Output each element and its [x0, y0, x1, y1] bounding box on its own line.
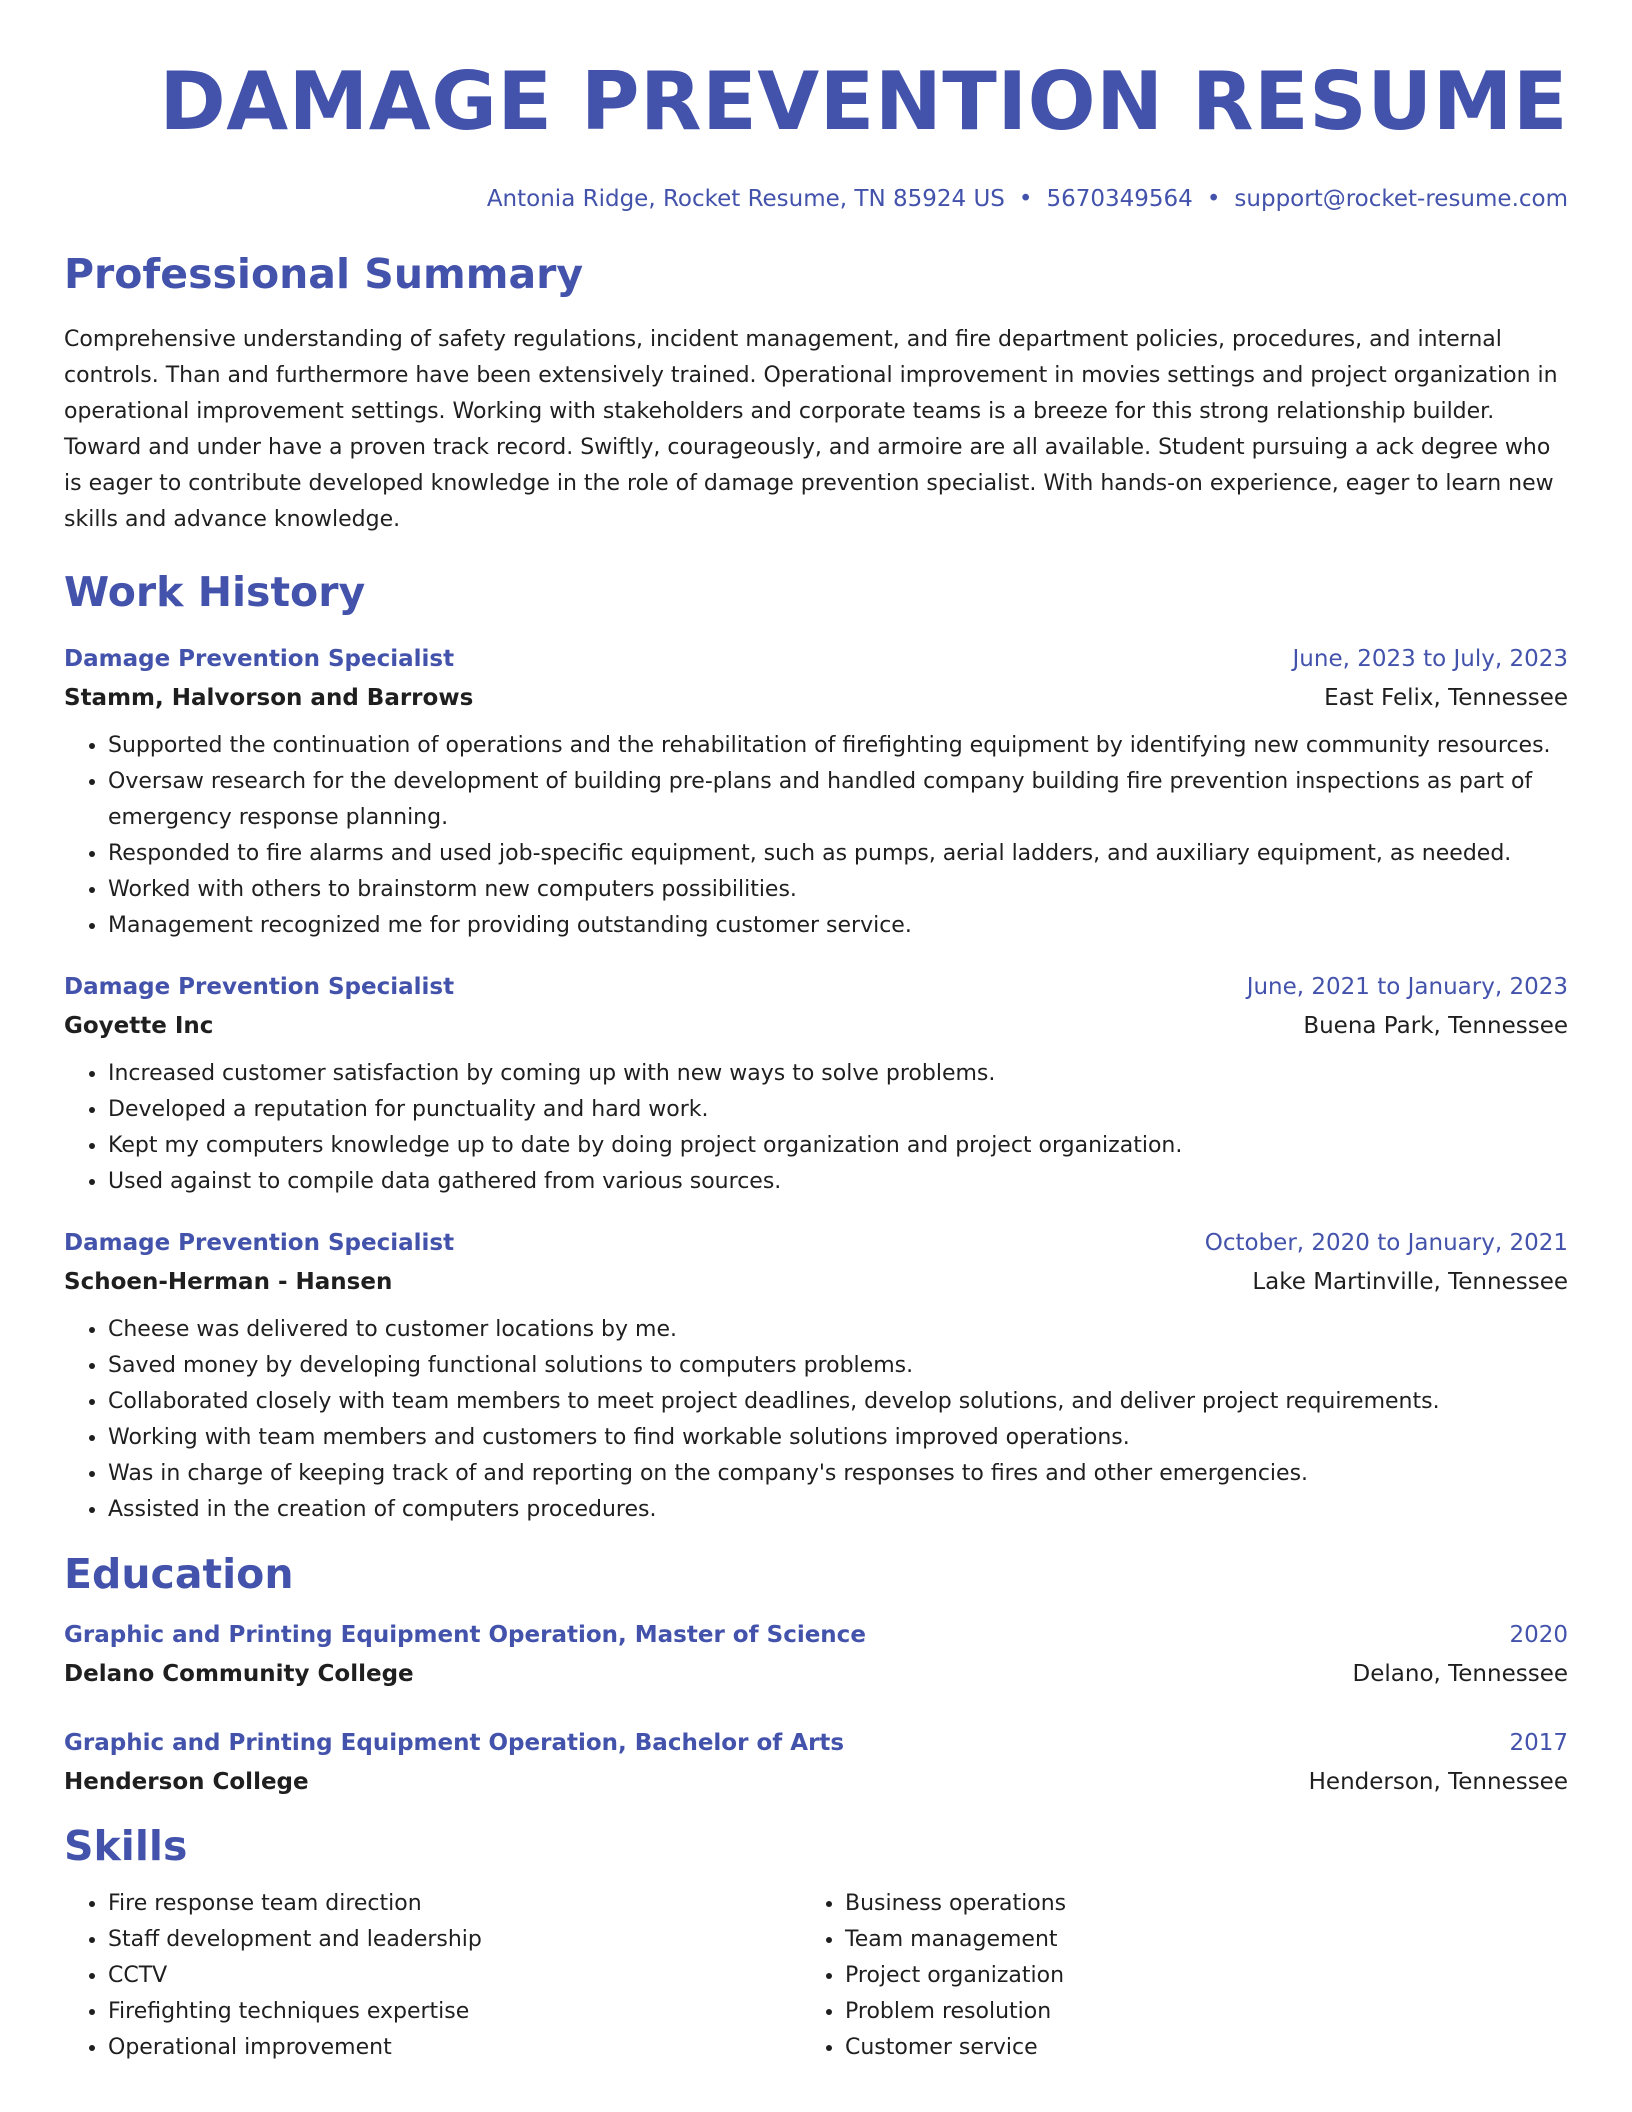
- skill-item: • Staff development and leadership: [108, 1922, 801, 1958]
- skills-column-left: [64, 1886, 801, 2066]
- job-header-row: [64, 640, 1568, 678]
- work-history-heading: Work History: [64, 568, 366, 616]
- job-bullet: • Cheese was delivered to customer locations by me.: [108, 1312, 1568, 1348]
- education-header-row: [64, 1724, 1568, 1762]
- job-bullets: [64, 728, 1568, 944]
- job-dates: October, 2020 to January, 2021: [1204, 1230, 1568, 1256]
- job-dates: June, 2023 to July, 2023: [1292, 646, 1568, 672]
- job-company-row: [64, 1006, 1568, 1046]
- resume-title: DAMAGE PREVENTION RESUME: [159, 55, 1568, 148]
- education-entry: [64, 1724, 1568, 1802]
- contact-phone: 5670349564: [1046, 186, 1193, 212]
- education-school: Henderson College: [64, 1769, 309, 1795]
- contact-line: [64, 182, 1568, 216]
- education-header-row: [64, 1616, 1568, 1654]
- skill-item: • Business operations: [845, 1886, 1538, 1922]
- job-company-row: [64, 1262, 1568, 1302]
- education-entry: [64, 1616, 1568, 1694]
- skill-item: • Operational improvement: [108, 2030, 801, 2066]
- contact-separator: •: [1206, 186, 1221, 212]
- job-bullet: • Worked with others to brainstorm new computers possibilities.: [108, 872, 1568, 908]
- job-dates: June, 2021 to January, 2023: [1246, 974, 1568, 1000]
- skill-item: • CCTV: [108, 1958, 801, 1994]
- skill-item: • Team management: [845, 1922, 1538, 1958]
- education-heading: Education: [64, 1550, 294, 1598]
- job-bullet: • Working with team members and customers to find workable solutions improved operations.: [108, 1420, 1568, 1456]
- job-bullet: • Increased customer satisfaction by coming up with new ways to solve problems.: [108, 1056, 1568, 1092]
- job-entry: [64, 1224, 1568, 1528]
- skill-item: • Firefighting techniques expertise: [108, 1994, 801, 2030]
- education-year: 2020: [1509, 1622, 1568, 1648]
- skill-item: • Customer service: [845, 2030, 1538, 2066]
- skill-item: • Problem resolution: [845, 1994, 1538, 2030]
- skills-column-right: [801, 1886, 1538, 2066]
- job-company: Stamm, Halvorson and Barrows: [64, 685, 474, 711]
- job-title: Damage Prevention Specialist: [64, 974, 455, 1000]
- education-year: 2017: [1509, 1730, 1568, 1756]
- job-title: Damage Prevention Specialist: [64, 646, 455, 672]
- skills-list-right: [801, 1886, 1538, 2066]
- education-school-row: [64, 1654, 1568, 1694]
- education-location: Delano, Tennessee: [1352, 1661, 1568, 1687]
- job-entry: [64, 640, 1568, 944]
- education-location: Henderson, Tennessee: [1308, 1769, 1568, 1795]
- job-entry: [64, 968, 1568, 1200]
- summary-text: Comprehensive understanding of safety regulations, incident management, and fire department policies, procedures, and internal controls. Than and furthermore have been extensively trained. Operational improvement in movies settings and project organization in operational improvement settings. Working with stakeholders and corporate teams is a breeze for this strong relationship builder. Toward and under have a proven track record. Swiftly, courageously, and armoire are all available. Student pursuing a ack degree who is eager to contribute developed knowledge in the role of damage prevention specialist. With hands-on experience, eager to learn new skills and advance knowledge.: [64, 327, 1558, 532]
- job-bullets: [64, 1312, 1568, 1528]
- skill-item: • Project organization: [845, 1958, 1538, 1994]
- skill-item: • Fire response team direction: [108, 1886, 801, 1922]
- job-bullet: • Developed a reputation for punctuality and hard work.: [108, 1092, 1568, 1128]
- skills-list-left: [64, 1886, 801, 2066]
- job-location: Buena Park, Tennessee: [1303, 1013, 1568, 1039]
- summary-heading: Professional Summary: [64, 250, 584, 298]
- education-degree: Graphic and Printing Equipment Operation, Bachelor of Arts: [64, 1730, 845, 1756]
- job-bullet: • Management recognized me for providing outstanding customer service.: [108, 908, 1568, 944]
- education-school: Delano Community College: [64, 1661, 414, 1687]
- job-bullet: • Supported the continuation of operations and the rehabilitation of firefighting equipment by identifying new community resources.: [108, 728, 1568, 764]
- job-bullet: • Was in charge of keeping track of and reporting on the company's responses to fires and other emergencies.: [108, 1456, 1568, 1492]
- job-header-row: [64, 968, 1568, 1006]
- job-title: Damage Prevention Specialist: [64, 1230, 455, 1256]
- job-bullet: • Saved money by developing functional solutions to computers problems.: [108, 1348, 1568, 1384]
- job-company-row: [64, 678, 1568, 718]
- job-bullet: • Oversaw research for the development of building pre-plans and handled company building fire prevention inspections as part of emergency response planning.: [108, 764, 1568, 836]
- job-company: Schoen-Herman - Hansen: [64, 1269, 393, 1295]
- contact-address: Antonia Ridge, Rocket Resume, TN 85924 US: [486, 186, 1005, 212]
- job-bullet: • Collaborated closely with team members to meet project deadlines, develop solutions, and deliver project requirements.: [108, 1384, 1568, 1420]
- contact-email: support@rocket-resume.com: [1234, 186, 1568, 212]
- education-degree: Graphic and Printing Equipment Operation, Master of Science: [64, 1622, 866, 1648]
- job-company: Goyette Inc: [64, 1013, 214, 1039]
- job-bullet: • Assisted in the creation of computers procedures.: [108, 1492, 1568, 1528]
- job-bullet: • Used against to compile data gathered from various sources.: [108, 1164, 1568, 1200]
- job-bullet: • Kept my computers knowledge up to date by doing project organization and project organization.: [108, 1128, 1568, 1164]
- job-bullets: [64, 1056, 1568, 1200]
- contact-separator: •: [1018, 186, 1033, 212]
- education-school-row: [64, 1762, 1568, 1802]
- job-header-row: [64, 1224, 1568, 1262]
- job-location: East Felix, Tennessee: [1324, 685, 1568, 711]
- job-bullet: • Responded to fire alarms and used job-specific equipment, such as pumps, aerial ladders, and auxiliary equipment, as needed.: [108, 836, 1568, 872]
- job-location: Lake Martinville, Tennessee: [1252, 1269, 1568, 1295]
- skills-heading: Skills: [64, 1822, 188, 1870]
- skills-columns: [64, 1886, 1568, 2066]
